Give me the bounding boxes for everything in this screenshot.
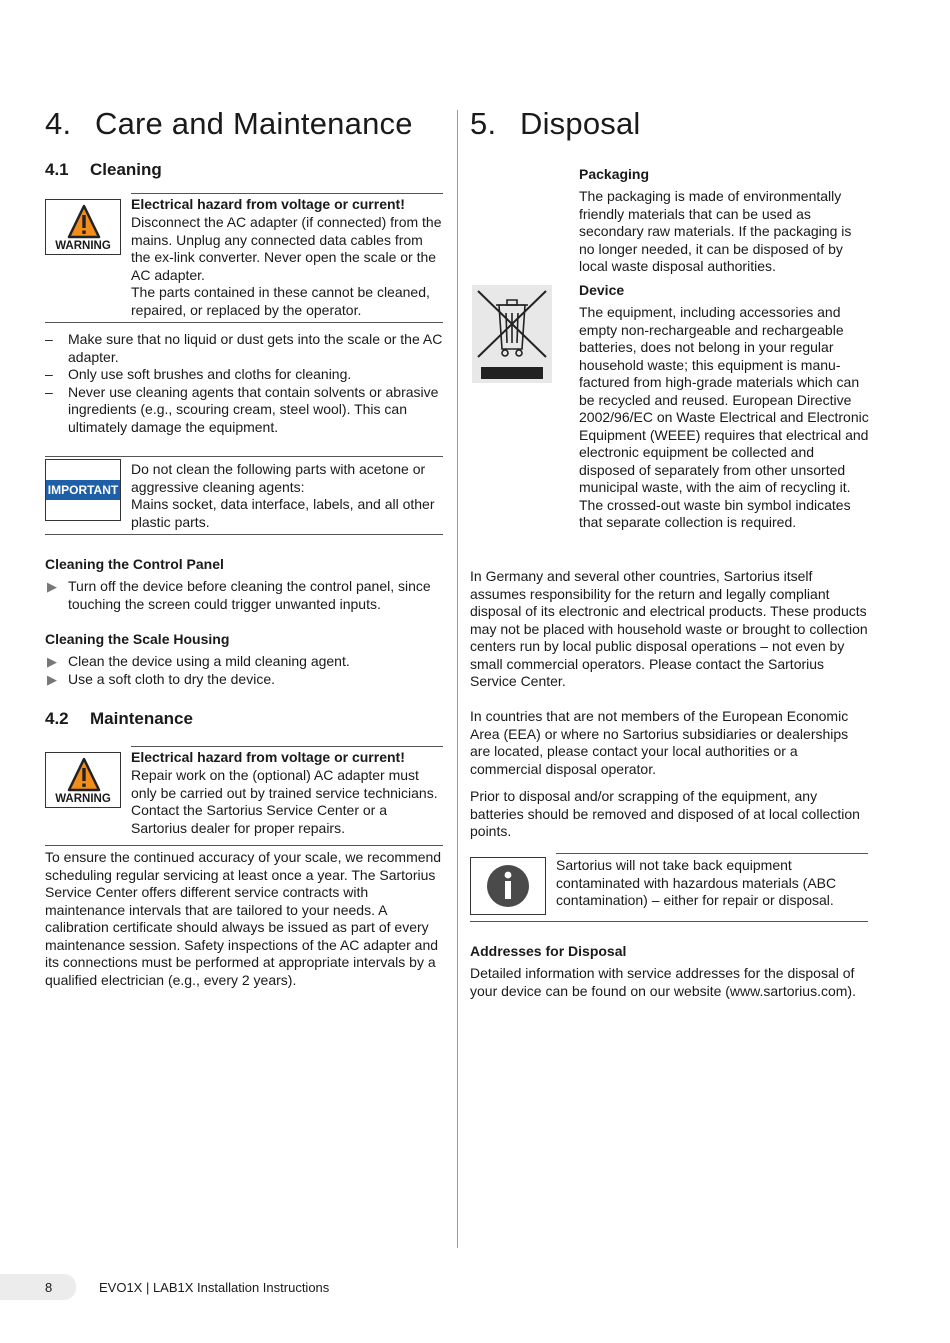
warning-title: Electrical hazard from voltage or current! [131, 749, 405, 765]
section-number: 4. [45, 106, 72, 141]
important-badge [45, 459, 121, 521]
subsection-title: Maintenance [90, 709, 193, 728]
list-item: – Make sure that no liquid or dust gets into the scale or the AC adapter. [45, 331, 443, 366]
warning-text: Repair work on the (optional) AC adapter must only be carried out by trained service technicians. Contact the Sartorius Service Center or a Sartorius dealer for proper repairs. [131, 767, 438, 836]
warning-badge [45, 752, 121, 808]
info-badge [470, 857, 546, 915]
important-label: IMPORTANT [46, 480, 120, 500]
step-item: Turn off the device before cleaning the control panel, since touching the screen could trigger unwanted inputs. [68, 578, 431, 612]
warning-text-2: The parts contained in these cannot be cleaned, repaired, or replaced by the operator. [131, 284, 430, 318]
cleaning-bullet-list [45, 331, 443, 436]
warning-badge [45, 199, 121, 255]
rule [470, 921, 868, 922]
crossed-out-bin-icon [472, 285, 552, 383]
section-5-heading [470, 106, 640, 142]
step-item: Use a soft cloth to dry the device. [68, 671, 275, 687]
subsection-title: Cleaning [90, 160, 162, 179]
step-arrow-icon: ▶ [47, 672, 57, 687]
device-text: The equipment, including accessories and empty non-rechargeable and rechargeable batteries, does not belong in your regular household waste; this equipment is manu-factured from high-grade materials which can be recycled and reused. European Directive 2002/96/EC on Waste Electrical and Electronic Equipment (WEEE) requires that electrical and electronic equipment be collected and disposed of separately from other unsorted municipal waste, with the aim of recycling it. The crossed-out waste bin symbol indicates that separate collection is required. [579, 304, 869, 530]
list-item: – Never use cleaning agents that contain solvents or abrasive ingredients (e.g., scouring cream, steel wool). This can ultimately damage the equipment. [45, 384, 443, 437]
subsection-number: 4.1 [45, 160, 69, 179]
rule [131, 746, 443, 747]
packaging-heading: Packaging [579, 166, 650, 182]
info-icon [486, 864, 530, 908]
important-text-2: Mains socket, data interface, labels, and all other plastic parts. [131, 496, 435, 530]
rule [556, 853, 868, 854]
subsection-4-2-heading [45, 708, 193, 730]
warning-text: Disconnect the AC adapter (if connected) from the mains. Unplug any connected data cables from the ex-link converter. Never open the scale or the AC adapter. [131, 214, 442, 283]
batteries-text: Prior to disposal and/or scrapping of the equipment, any batteries should be removed and disposed of at local collection points. [470, 788, 860, 839]
packaging-text: The packaging is made of environmentally friendly materials that can be used as secondary raw materials. If the packaging is no longer needed, it can be disposed of by local waste disposal authorities. [579, 188, 852, 274]
rule [45, 845, 443, 846]
step-arrow-icon: ▶ [47, 579, 57, 594]
warning-triangle-icon [67, 204, 101, 240]
subsection-number: 4.2 [45, 709, 69, 728]
germany-disposal-text: In Germany and several other countries, Sartorius itself assumes responsibility for the return and legally compliant disposal of its electronic and electrical products. These products may not be placed with household waste or brought to collection centers run by local public disposal operations – not even by small commercial operators. Please contact the Sartorius Service Center. [470, 568, 868, 689]
eea-disposal-text: In countries that are not members of the European Economic Area (EEA) or where no Sartorius subsidiaries or dealerships are located, please contact your local authorities or a commercial disposal operator. [470, 708, 849, 777]
warning-title: Electrical hazard from voltage or current! [131, 196, 405, 212]
section-number: 5. [470, 106, 497, 141]
rule [131, 193, 443, 194]
control-panel-heading: Cleaning the Control Panel [45, 556, 224, 572]
maintenance-body: To ensure the continued accuracy of your scale, we recommend scheduling regular servicing at least once a year. The Sartorius Service Center offers different service contracts with maintenance intervals that are tailored to your needs. A calibration certificate should always be issued as part of every maintenance session. Safety inspections of the AC adapter and its connections must be performed at appropriate intervals by a qualified electrician (e.g., every 2 years). [45, 849, 442, 988]
rule [45, 456, 443, 457]
info-text: Sartorius will not take back equipment contaminated with hazardous materials (ABC contamination) – either for repair or disposal. [556, 857, 837, 908]
rule [45, 322, 443, 323]
subsection-4-1-heading [45, 159, 162, 181]
scale-housing-heading: Cleaning the Scale Housing [45, 631, 230, 647]
warning-label: WARNING [55, 793, 111, 805]
step-item: Clean the device using a mild cleaning agent. [68, 653, 350, 669]
addresses-text: Detailed information with service addresses for the disposal of your device can be found on our website (www.sartorius.com). [470, 965, 856, 999]
page-number: 8 [45, 1280, 53, 1295]
page-number-tab [0, 1274, 76, 1300]
important-text: Do not clean the following parts with acetone or aggressive cleaning agents: [131, 461, 426, 495]
warning-triangle-icon [67, 757, 101, 793]
section-4-heading [45, 106, 413, 142]
warning-label: WARNING [55, 240, 111, 252]
section-title: Disposal [520, 106, 641, 141]
device-heading: Device [579, 282, 625, 298]
column-divider [457, 110, 458, 1248]
step-arrow-icon: ▶ [47, 654, 57, 669]
list-item: – Only use soft brushes and cloths for cleaning. [45, 366, 443, 384]
section-title: Care and Maintenance [95, 106, 413, 141]
document-title: EVO1X | LAB1X Installation Instructions [99, 1280, 330, 1295]
rule [45, 534, 443, 535]
addresses-heading: Addresses for Disposal [470, 943, 627, 959]
